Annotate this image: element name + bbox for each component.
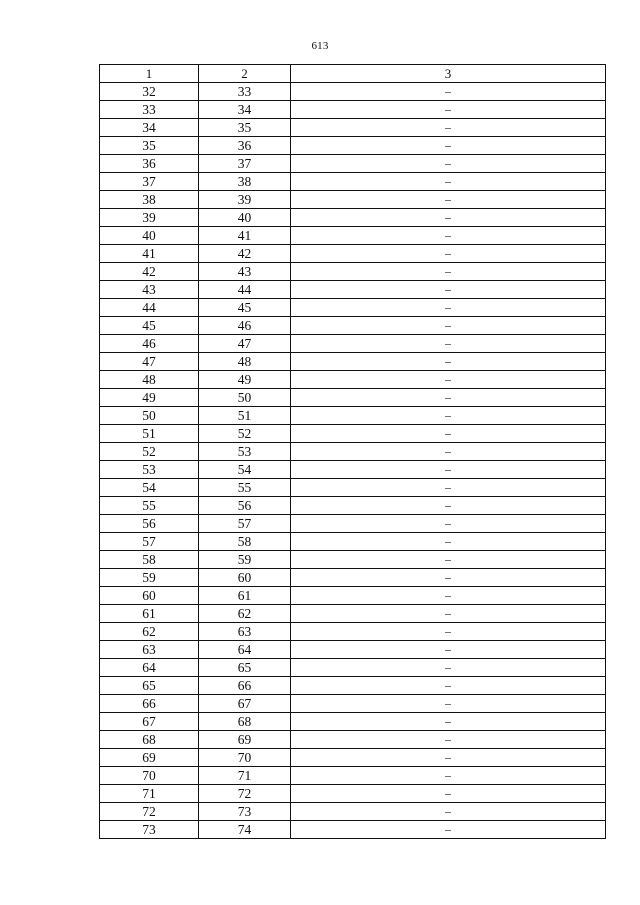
table-cell-col-2: 70 [199,749,291,767]
table-row [100,227,606,245]
table-cell-col-3: – [291,101,606,119]
table-cell-col-1: 35 [100,137,199,155]
table-cell-col-1: 38 [100,191,199,209]
table-row [100,821,606,839]
table-cell-col-2: 66 [199,677,291,695]
page-number: 613 [311,40,329,52]
table-cell-col-3: – [291,371,606,389]
table-cell-col-3: – [291,749,606,767]
table-cell-col-2: 46 [199,317,291,335]
table-cell-col-1: 43 [100,281,199,299]
table-cell-col-2: 48 [199,353,291,371]
table-cell-col-1: 46 [100,335,199,353]
table-cell-col-2: 47 [199,335,291,353]
table-cell-col-3: – [291,677,606,695]
table-cell-col-2: 50 [199,389,291,407]
table-cell-col-3: – [291,767,606,785]
table-cell-col-1: 39 [100,209,199,227]
table-cell-col-3: – [291,731,606,749]
table-row [100,263,606,281]
table-cell-col-3: – [291,299,606,317]
table-cell-col-2: 41 [199,227,291,245]
table-row [100,551,606,569]
table-cell-col-3: – [291,83,606,101]
table-cell-col-2: 64 [199,641,291,659]
table-cell-col-1: 66 [100,695,199,713]
table-cell-col-1: 54 [100,479,199,497]
table-row [100,785,606,803]
table-cell-col-1: 33 [100,101,199,119]
table-cell-col-2: 53 [199,443,291,461]
table-cell-col-1: 71 [100,785,199,803]
column-header-1: 1 [100,65,199,83]
table-cell-col-1: 64 [100,659,199,677]
table-row [100,515,606,533]
table-cell-col-3: – [291,821,606,839]
table-row [100,119,606,137]
table-row [100,245,606,263]
table-cell-col-3: – [291,155,606,173]
table-cell-col-3: – [291,245,606,263]
table-cell-col-1: 65 [100,677,199,695]
table-cell-col-2: 49 [199,371,291,389]
table-cell-col-2: 42 [199,245,291,263]
table-cell-col-1: 40 [100,227,199,245]
table-cell-col-1: 57 [100,533,199,551]
table-row [100,317,606,335]
table-cell-col-1: 73 [100,821,199,839]
table-cell-col-3: – [291,407,606,425]
table-cell-col-2: 74 [199,821,291,839]
table-cell-col-3: – [291,551,606,569]
table-cell-col-2: 60 [199,569,291,587]
table-cell-col-1: 47 [100,353,199,371]
table-row [100,137,606,155]
table-cell-col-1: 52 [100,443,199,461]
table-cell-col-1: 37 [100,173,199,191]
table-row [100,803,606,821]
table-cell-col-2: 67 [199,695,291,713]
table-cell-col-2: 51 [199,407,291,425]
table-cell-col-3: – [291,569,606,587]
table-cell-col-1: 70 [100,767,199,785]
table-cell-col-3: – [291,281,606,299]
table-cell-col-2: 69 [199,731,291,749]
table-row [100,749,606,767]
data-table-container [99,64,605,839]
table-row [100,191,606,209]
table-cell-col-3: – [291,119,606,137]
table-row [100,641,606,659]
table-cell-col-1: 60 [100,587,199,605]
table-cell-col-1: 44 [100,299,199,317]
table-row [100,353,606,371]
table-row [100,209,606,227]
table-cell-col-2: 54 [199,461,291,479]
table-cell-col-3: – [291,623,606,641]
table-cell-col-3: – [291,389,606,407]
table-cell-col-1: 58 [100,551,199,569]
table-cell-col-3: – [291,659,606,677]
table-cell-col-2: 39 [199,191,291,209]
table-row [100,713,606,731]
table-body [100,83,606,839]
table-cell-col-3: – [291,137,606,155]
table-row [100,371,606,389]
table-cell-col-1: 51 [100,425,199,443]
table-row [100,587,606,605]
table-cell-col-2: 33 [199,83,291,101]
table-cell-col-2: 62 [199,605,291,623]
table-cell-col-3: – [291,191,606,209]
table-cell-col-1: 56 [100,515,199,533]
table-row [100,479,606,497]
table-row [100,569,606,587]
table-cell-col-2: 36 [199,137,291,155]
table-row [100,677,606,695]
table-cell-col-1: 61 [100,605,199,623]
table-cell-col-1: 59 [100,569,199,587]
table-cell-col-3: – [291,443,606,461]
table-row [100,83,606,101]
table-row [100,695,606,713]
table-cell-col-3: – [291,263,606,281]
table-row [100,281,606,299]
table-cell-col-1: 34 [100,119,199,137]
table-row [100,533,606,551]
table-cell-col-2: 73 [199,803,291,821]
table-row [100,335,606,353]
table-cell-col-3: – [291,533,606,551]
table-cell-col-2: 34 [199,101,291,119]
table-row [100,605,606,623]
table-cell-col-3: – [291,515,606,533]
table-cell-col-2: 40 [199,209,291,227]
table-cell-col-2: 45 [199,299,291,317]
table-row [100,659,606,677]
table-row [100,731,606,749]
table-cell-col-2: 55 [199,479,291,497]
table-cell-col-3: – [291,209,606,227]
table-cell-col-3: – [291,425,606,443]
table-cell-col-3: – [291,785,606,803]
table-cell-col-1: 42 [100,263,199,281]
table-cell-col-1: 62 [100,623,199,641]
table-cell-col-2: 43 [199,263,291,281]
table-cell-col-3: – [291,587,606,605]
table-cell-col-1: 45 [100,317,199,335]
table-cell-col-1: 69 [100,749,199,767]
table-row [100,407,606,425]
table-cell-col-2: 68 [199,713,291,731]
table-cell-col-2: 44 [199,281,291,299]
table-cell-col-2: 52 [199,425,291,443]
table-cell-col-1: 36 [100,155,199,173]
table-cell-col-3: – [291,353,606,371]
table-cell-col-1: 55 [100,497,199,515]
column-header-2: 2 [199,65,291,83]
table-cell-col-2: 56 [199,497,291,515]
table-cell-col-1: 48 [100,371,199,389]
table-row [100,767,606,785]
table-cell-col-3: – [291,713,606,731]
table-cell-col-1: 50 [100,407,199,425]
table-cell-col-1: 53 [100,461,199,479]
table-cell-col-3: – [291,317,606,335]
table-cell-col-3: – [291,173,606,191]
table-cell-col-2: 35 [199,119,291,137]
table-row [100,389,606,407]
table-row [100,461,606,479]
table-cell-col-3: – [291,227,606,245]
table-cell-col-2: 58 [199,533,291,551]
table-cell-col-3: – [291,605,606,623]
table-row [100,623,606,641]
table-cell-col-2: 38 [199,173,291,191]
table-header-row [100,65,606,83]
table-row [100,425,606,443]
table-cell-col-3: – [291,335,606,353]
table-row [100,101,606,119]
table-cell-col-1: 32 [100,83,199,101]
table-cell-col-2: 63 [199,623,291,641]
table-cell-col-2: 72 [199,785,291,803]
table-cell-col-2: 59 [199,551,291,569]
column-header-3: 3 [291,65,606,83]
table-cell-col-1: 63 [100,641,199,659]
table-cell-col-2: 37 [199,155,291,173]
table-cell-col-3: – [291,497,606,515]
table-cell-col-1: 67 [100,713,199,731]
table-cell-col-2: 61 [199,587,291,605]
table-cell-col-3: – [291,641,606,659]
table-cell-col-1: 68 [100,731,199,749]
table-cell-col-1: 72 [100,803,199,821]
table-cell-col-1: 41 [100,245,199,263]
table-cell-col-3: – [291,695,606,713]
table-cell-col-2: 65 [199,659,291,677]
table-cell-col-2: 57 [199,515,291,533]
table-cell-col-2: 71 [199,767,291,785]
table-cell-col-1: 49 [100,389,199,407]
table-cell-col-3: – [291,479,606,497]
table-row [100,155,606,173]
table-row [100,497,606,515]
table-row [100,173,606,191]
data-table [99,64,606,839]
table-cell-col-3: – [291,461,606,479]
table-row [100,299,606,317]
table-row [100,443,606,461]
table-cell-col-3: – [291,803,606,821]
